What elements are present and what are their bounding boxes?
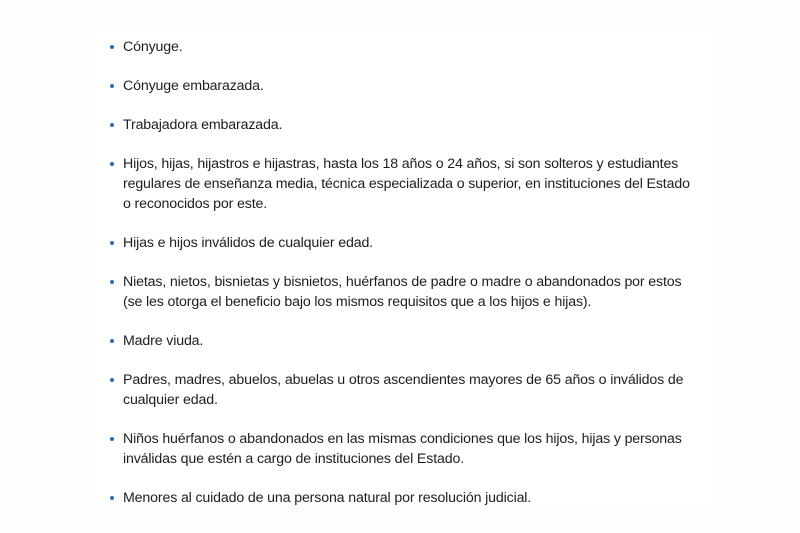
list-item-text: Niños huérfanos o abandonados en las mismas condiciones que los hijos, hijas y personas inválidas que estén a cargo de instituciones del Estado.	[123, 431, 682, 467]
list-item	[109, 331, 699, 351]
list-item	[109, 37, 699, 57]
bullet-icon	[110, 280, 114, 284]
list-item-text: Menores al cuidado de una persona natural por resolución judicial.	[123, 490, 532, 506]
list-item-text: Cónyuge.	[123, 39, 183, 55]
list-item	[109, 115, 699, 135]
list-item-text: Hijas e hijos inválidos de cualquier edad.	[123, 235, 374, 251]
bullet-icon	[110, 496, 114, 500]
content-panel	[90, 31, 712, 505]
list-item	[109, 272, 699, 312]
list-item-text: Cónyuge embarazada.	[123, 78, 264, 94]
list-item	[109, 429, 699, 469]
beneficiaries-list	[109, 37, 699, 527]
list-item-text: Trabajadora embarazada.	[123, 117, 283, 133]
bullet-icon	[110, 378, 114, 382]
list-item-text: Hijos, hijas, hijastros e hijastras, hasta los 18 años o 24 años, si son solteros y estudiantes regulares de enseñanza media, técnica especializada o superior, en instituciones del Estado o reconocidos por este.	[123, 156, 690, 212]
bullet-icon	[110, 45, 114, 49]
bullet-icon	[110, 339, 114, 343]
list-item-text: Nietas, nietos, bisnietas y bisnietos, huérfanos de padre o madre o abandonados por estos (se les otorga el beneficio bajo los mismos requisitos que a los hijos e hijas).	[123, 274, 682, 310]
list-item	[109, 154, 699, 214]
bullet-icon	[110, 241, 114, 245]
list-item	[109, 488, 699, 508]
list-item	[109, 370, 699, 410]
bullet-icon	[110, 162, 114, 166]
list-item-text: Padres, madres, abuelos, abuelas u otros ascendientes mayores de 65 años o inválidos de cualquier edad.	[123, 372, 684, 408]
list-item	[109, 233, 699, 253]
bullet-icon	[110, 123, 114, 127]
bullet-icon	[110, 84, 114, 88]
list-item	[109, 76, 699, 96]
list-item-text: Madre viuda.	[123, 333, 204, 349]
bullet-icon	[110, 437, 114, 441]
